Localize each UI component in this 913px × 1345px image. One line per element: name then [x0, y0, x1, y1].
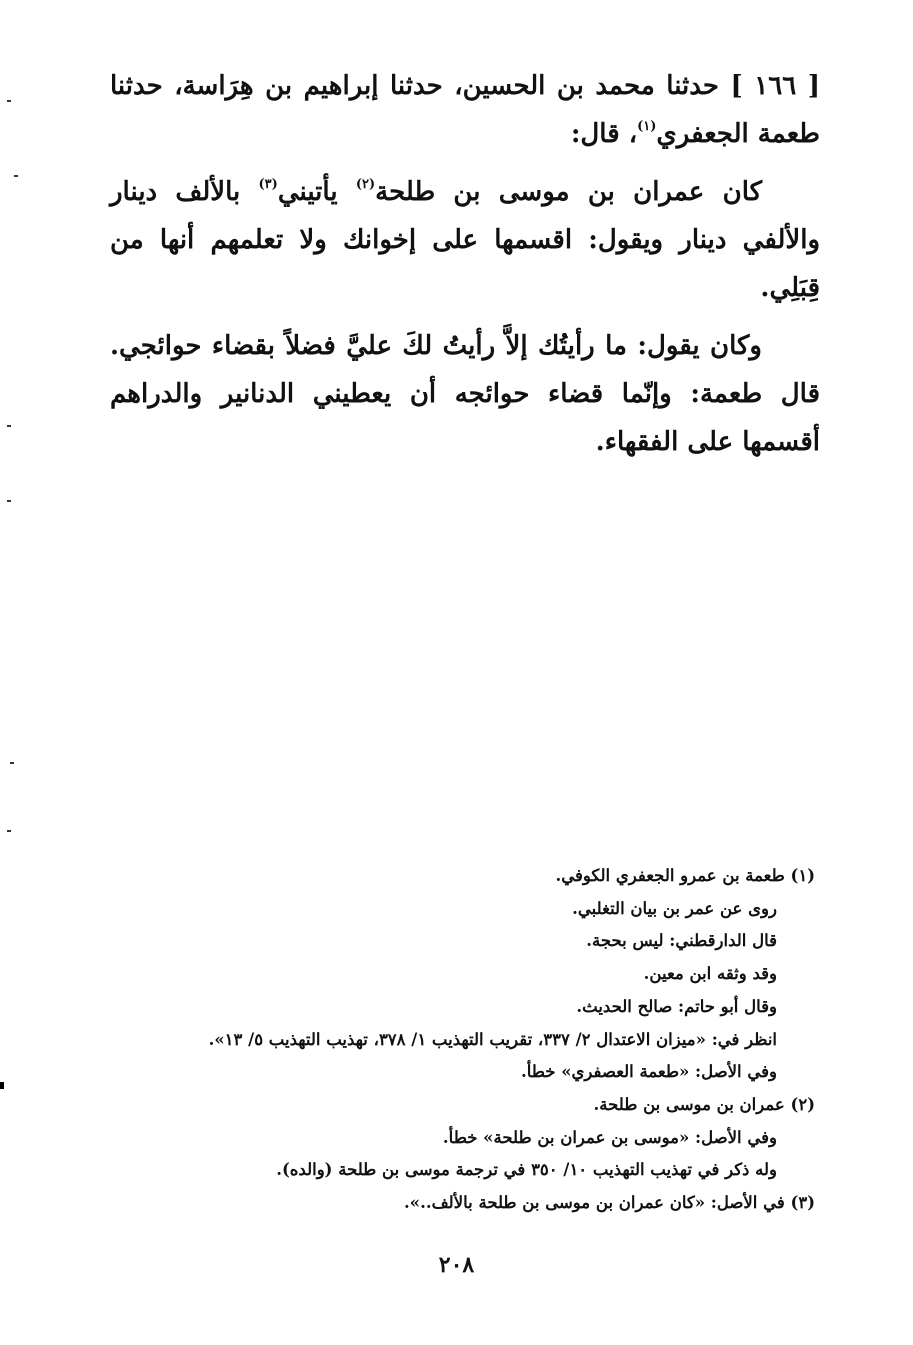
scan-mark: [10, 762, 14, 764]
page-number: ٢٠٨: [438, 1252, 475, 1278]
scan-mark: [7, 500, 11, 502]
paragraph-saying: وكان يقول: ما رأيتُك إلاَّ رأيتُ لكَ عليَّ فضلاً بقضاء حوائجي. قال طعمة: وإنّما قضاء حوائجه أن يعطيني الدنانير والدراهم أقسمها على الفقهاء.: [110, 331, 820, 457]
footnote-line: روى عن عمر بن بيان التغلبي.: [572, 898, 777, 918]
main-text: [110, 62, 820, 476]
footnote-1-heading: (١) طعمة بن عمرو الجعفري الكوفي.: [555, 866, 815, 885]
scan-mark: [14, 175, 18, 177]
scan-mark: [0, 1082, 4, 1089]
footnote-line: قال الدارقطني: ليس بحجة.: [586, 931, 777, 951]
footnotes: [150, 860, 815, 1220]
scan-mark: [7, 100, 11, 102]
scan-mark: [7, 830, 11, 832]
footnote-2-heading: (٢) عمران بن موسى بن طلحة.: [593, 1094, 815, 1114]
scan-mark: [7, 425, 11, 427]
paragraph-quote-middle: يأتيني: [277, 177, 356, 207]
footnote-ref-3: (٣): [258, 177, 278, 192]
footnote-ref-2: (٢): [355, 177, 376, 192]
footnote-line-sources: انظر في: «ميزان الاعتدال ٢/ ٣٣٧، تقريب التهذيب ١/ ٣٧٨، تهذيب التهذيب ٥/ ١٣».: [208, 1029, 777, 1049]
footnote-3-heading: (٣) في الأصل: «كان عمران بن موسى بن طلحة بالألف..».: [404, 1193, 815, 1213]
paragraph-quote: [110, 168, 820, 312]
paragraph-quote-start: كان عمران بن موسى بن طلحة: [375, 177, 762, 207]
paragraph-narration: [110, 62, 820, 158]
paragraph-narration-text: [ ١٦٦ ] حدثنا محمد بن الحسين، حدثنا إبراهيم بن هِرَاسة، حدثنا طعمة الجعفري: [110, 71, 820, 149]
footnote-line: وقد وثقه ابن معين.: [643, 964, 777, 984]
paragraph-narration-end: ، قال:: [570, 119, 638, 149]
footnote-line: وفي الأصل: «موسى بن عمران بن طلحة» خطأ.: [442, 1127, 777, 1147]
footnote-line: وفي الأصل: «طعمة العصفري» خطأ.: [520, 1062, 777, 1082]
paragraph-quote-end: بالألف دينار والألفي دينار ويقول: اقسمها على إخوانك ولا تعلمهم أنها من قِبَلِي.: [110, 177, 820, 303]
footnote-line: وقال أبو حاتم: صالح الحديث.: [576, 996, 777, 1016]
footnote-line: وله ذكر في تهذيب التهذيب ١٠/ ٣٥٠ في ترجمة موسى بن طلحة (والده).: [276, 1160, 777, 1180]
footnote-ref-1: (١): [637, 119, 657, 134]
